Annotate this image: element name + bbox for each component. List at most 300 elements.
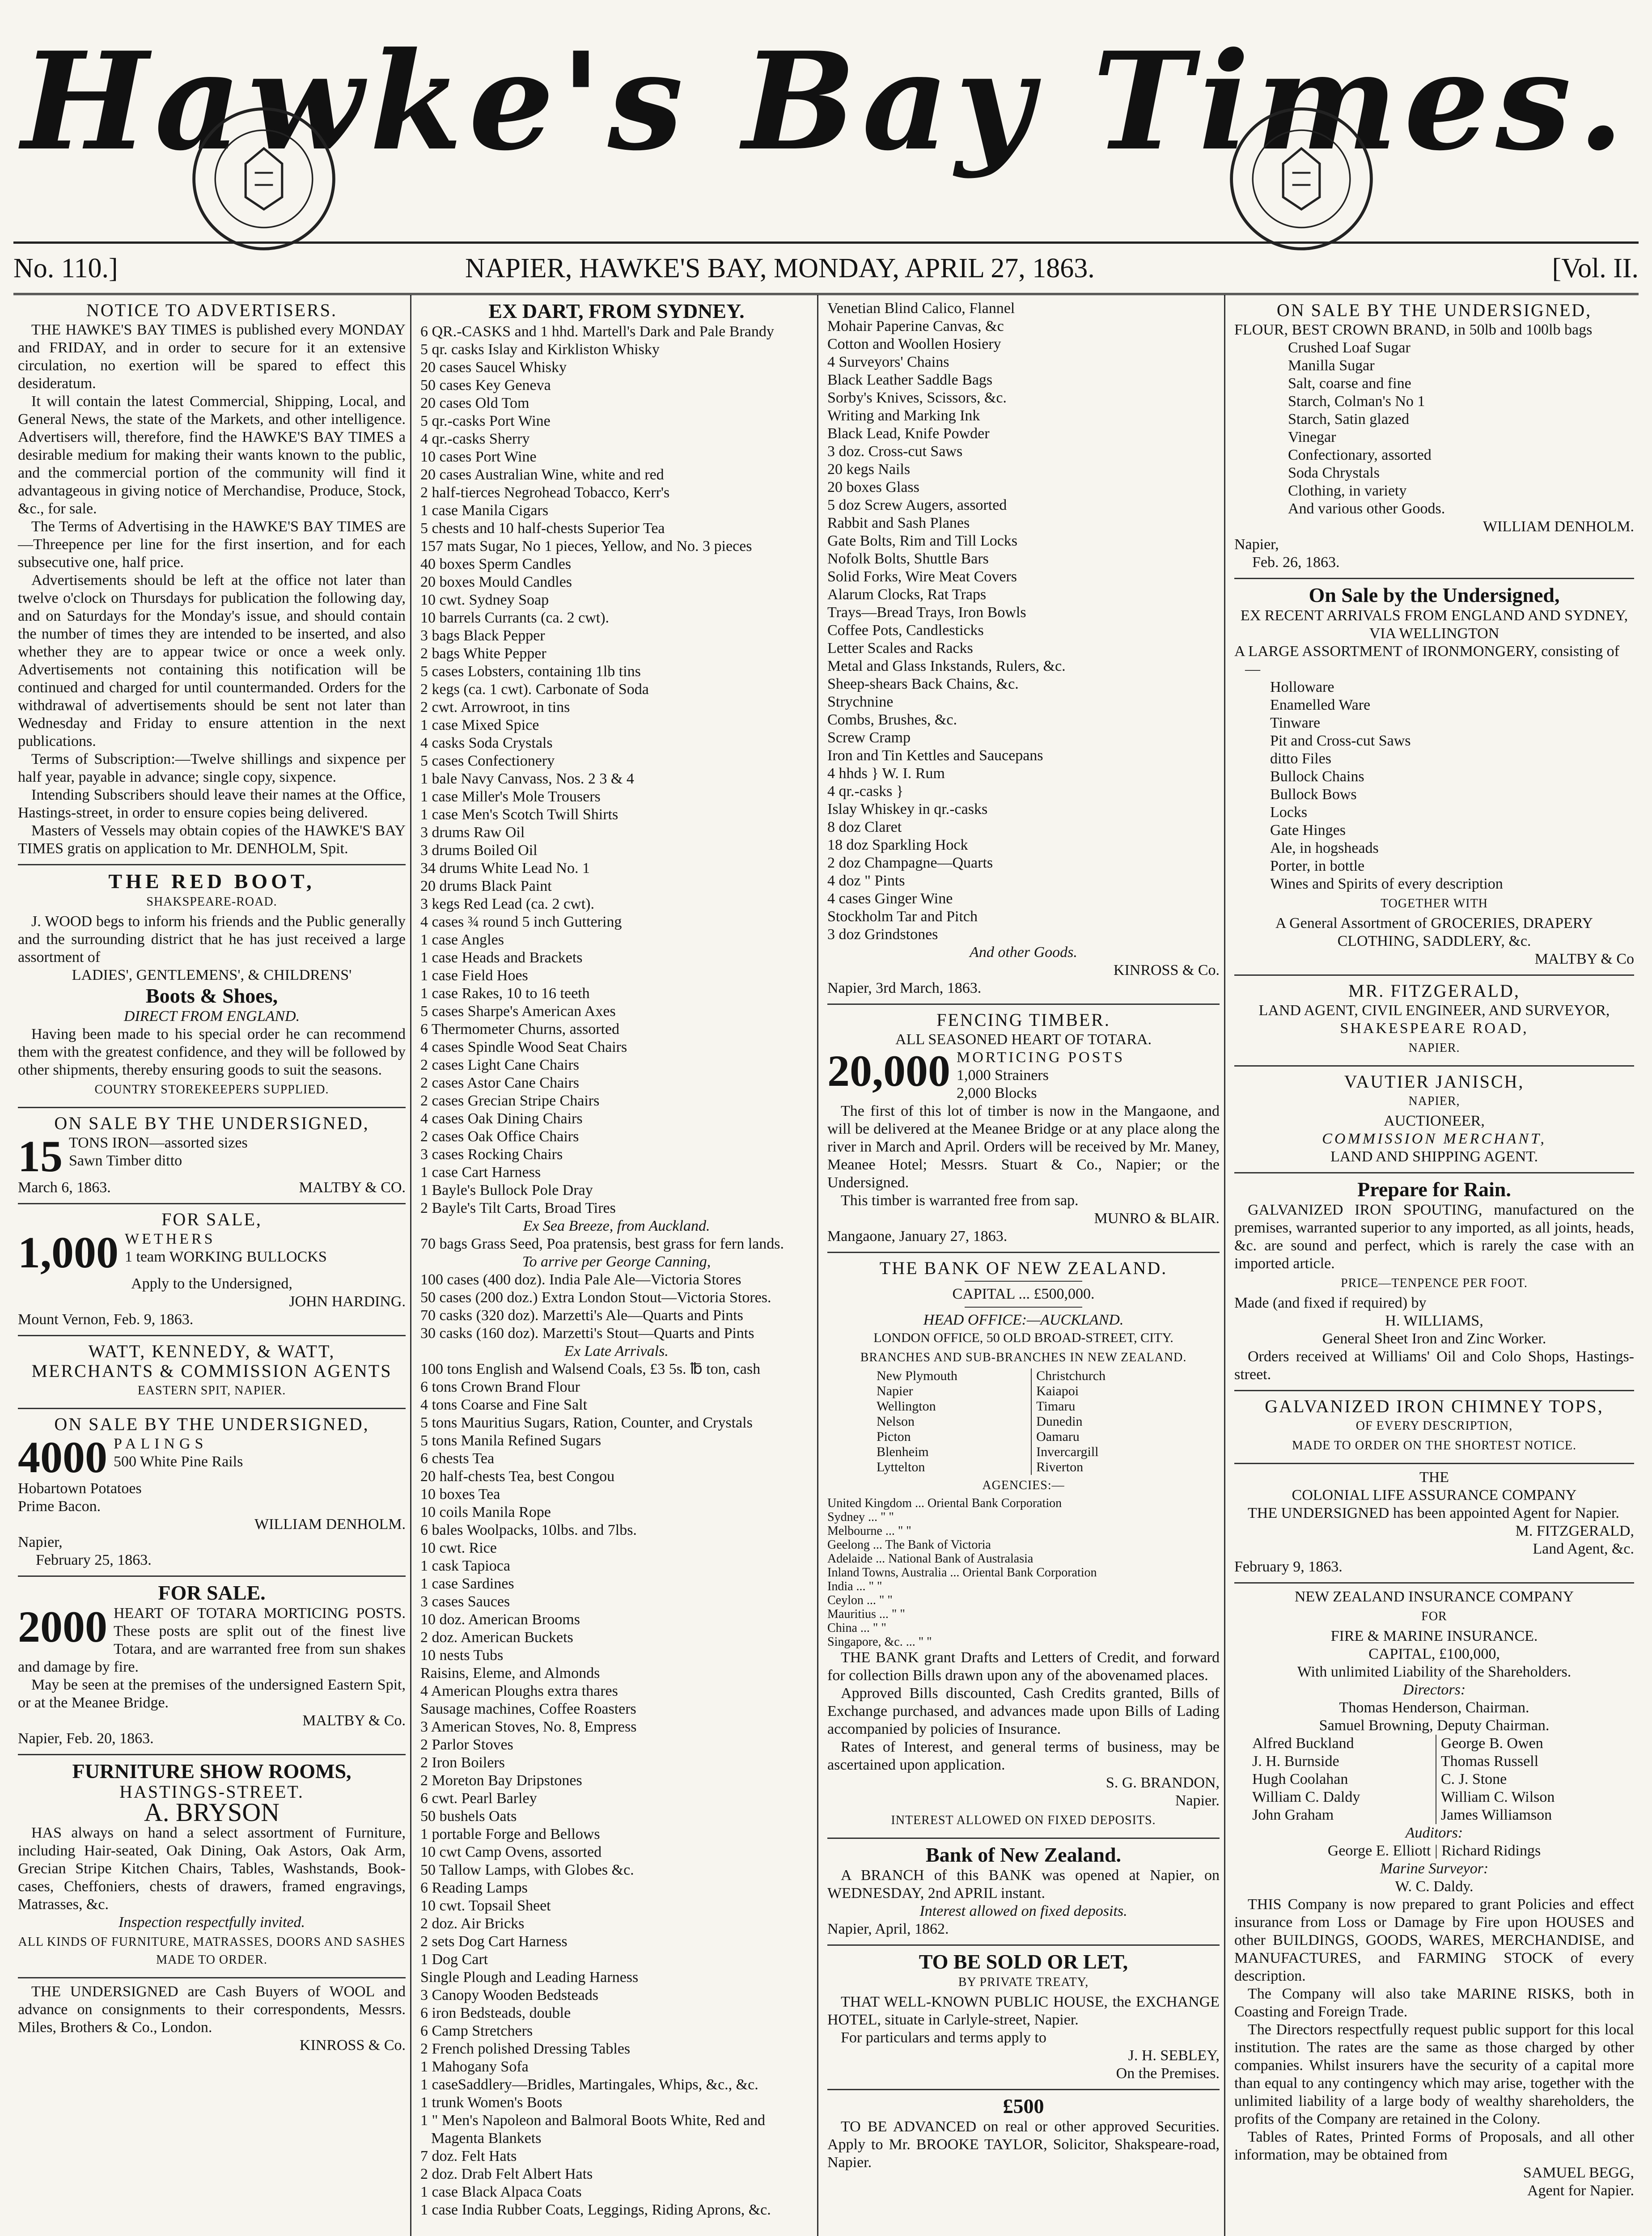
goods-item: Nofolk Bolts, Shuttle Bars: [827, 551, 989, 567]
goods-item: 20 cases Australian Wine, white and red: [420, 466, 664, 483]
ad-heading: TO BE SOLD OR LET,: [919, 1950, 1128, 1973]
goods-item: 2 cases Grecian Stripe Chairs: [420, 1093, 600, 1109]
goods-item: 20 kegs Nails: [827, 461, 911, 478]
ad-note: PRICE—TENPENCE PER FOOT.: [1341, 1276, 1528, 1290]
agency-item: Adelaide ... National Bank of Australasia: [827, 1552, 1034, 1566]
goods-item: 34 drums White Lead No. 1: [420, 860, 590, 877]
agency-item: India ... " ": [827, 1580, 882, 1593]
agency-item: Inland Towns, Australia ... Oriental Bank Corporation: [827, 1566, 1097, 1580]
bank-of-new-zealand-ad: [827, 1253, 1220, 1839]
goods-item: 4 qr.-casks }: [827, 783, 904, 800]
column-4: [1230, 295, 1639, 2236]
ad-heading: THE RED BOOT,: [108, 870, 315, 893]
goods-item: Screw Cramp: [827, 729, 911, 746]
goods-item: 10 cwt. Sydney Soap: [420, 592, 549, 608]
goods-item: 157 mats Sugar, No 1 pieces, Yellow, and No. 3 pieces: [420, 538, 752, 555]
goods-item: Single Plough and Leading Harness: [420, 1969, 639, 1986]
spouting-ad: [1234, 1173, 1634, 1391]
branch-list: [1031, 1368, 1190, 1475]
ad-date: February 9, 1863.: [1234, 1558, 1343, 1575]
goods-item: 1 case Cart Harness: [420, 1164, 541, 1181]
ad-text: Made (and fixed if required) by: [1234, 1295, 1427, 1311]
branch-item: Kaiapoi: [1036, 1384, 1079, 1398]
ad-item: Hobartown Potatoes: [18, 1480, 142, 1497]
notice-to-advertisers: [18, 295, 406, 865]
goods-item: 2 Iron Boilers: [420, 1754, 505, 1771]
ad-text: The Directors respectfully request public support for this local institution. The rates are the same as those charged by other companies. Whilst insurers have the security of a capital more than equal to any contingency which may arise, together with the unlimited liability of a large body of wealthy shareholders, the profits of the Company are retained in the Colony.: [1234, 2021, 1634, 2127]
goods-item: 20 drums Black Paint: [420, 878, 552, 894]
goods-item: 1 case Miller's Mole Trousers: [420, 788, 601, 805]
goods-item: 2 doz. Drab Felt Albert Hats: [420, 2166, 593, 2182]
goods-item: 1 case Black Alpaca Coats: [420, 2184, 582, 2200]
ad-subheading: ALL SEASONED HEART OF TOTARA.: [895, 1031, 1152, 1048]
goods-item: 18 doz Sparkling Hock: [827, 837, 968, 853]
goods-item: 50 cases (200 doz.) Extra London Stout—Victoria Stores.: [420, 1289, 771, 1306]
ad-heading: ON SALE BY THE UNDERSIGNED,: [54, 1113, 369, 1133]
goods-item: 1 case Heads and Brackets: [420, 949, 583, 966]
ad-item: FLOUR, BEST CROWN BRAND, in 50lb and 100lb bags: [1234, 322, 1593, 338]
ad-text: George E. Elliott | Richard Ridings: [1327, 1842, 1541, 1859]
goods-item: 4 cases Spindle Wood Seat Chairs: [420, 1039, 627, 1055]
goods-item: Raisins, Eleme, and Almonds: [420, 1665, 600, 1681]
goods-item: 5 tons Mauritius Sugars, Ration, Counter, and Crystals: [420, 1414, 753, 1431]
director-name: Alfred Buckland: [1252, 1735, 1354, 1752]
goods-item: 2 cwt. Arrowroot, in tins: [420, 699, 570, 716]
ad-date: February 25, 1863.: [36, 1552, 152, 1568]
goods-item: 100 cases (400 doz). India Pale Ale—Victoria Stores: [420, 1271, 741, 1288]
ad-subheading: Ex Sea Breeze, from Auckland.: [523, 1218, 710, 1234]
goods-item: 2 cases Light Cane Chairs: [420, 1057, 580, 1073]
goods-item: Porter, in bottle: [1270, 858, 1365, 874]
branch-item: Blenheim: [877, 1444, 929, 1459]
goods-item: Gate Hinges: [1270, 822, 1346, 838]
goods-item: Confectionary, assorted: [1288, 447, 1432, 463]
red-boot-ad: [18, 865, 406, 1108]
branch-item: Riverton: [1036, 1460, 1084, 1474]
ad-text: Tables of Rates, Printed Forms of Proposals, and all other information, may be obtained from: [1234, 2129, 1634, 2163]
goods-item: 1 case Angles: [420, 932, 504, 948]
goods-item: Crushed Loaf Sugar: [1288, 339, 1411, 356]
ad-text: AUCTIONEER,: [1384, 1113, 1485, 1129]
vautier-janisch-ad: [1234, 1067, 1634, 1173]
palings-ad: [18, 1409, 406, 1577]
goods-item: Sheep-shears Back Chains, &c.: [827, 676, 1019, 692]
ad-heading: FOR SALE,: [161, 1209, 262, 1229]
goods-item: Combs, Brushes, &c.: [827, 711, 957, 728]
ad-text: HEAD OFFICE:—AUCKLAND.: [923, 1312, 1124, 1328]
ad-place: NAPIER,: [1408, 1094, 1460, 1108]
goods-item: Writing and Marking Ink: [827, 407, 980, 424]
ad-text: THE BANK grant Drafts and Letters of Credit, and forward for collection Bills drawn upon any of the abovenamed places.: [827, 1649, 1220, 1684]
branch-item: Lyttelton: [877, 1460, 925, 1474]
goods-item: Sausage machines, Coffee Roasters: [420, 1701, 636, 1717]
life-assurance-ad: [1234, 1464, 1634, 1584]
goods-item: 1 case Sardines: [420, 1575, 514, 1592]
goods-item: Islay Whiskey in qr.-casks: [827, 801, 988, 817]
goods-item: Vinegar: [1288, 429, 1336, 445]
ad-signature: WILLIAM DENHOLM.: [1483, 518, 1634, 535]
ad-text: TOGETHER WITH: [1381, 897, 1488, 910]
ad-text: THIS Company is now prepared to grant Policies and effect insurance from Loss or Damage by Fire upon HOUSES and other BUILDINGS, GOODS, WARES, MERCHANDISE, and MANUFACTURES, and FARMING STOCK of every description.: [1234, 1896, 1634, 1984]
goods-list: [827, 300, 1220, 944]
ad-text: This timber is warranted free from sap.: [841, 1192, 1079, 1209]
goods-item: Sorby's Knives, Scissors, &c.: [827, 390, 1007, 406]
goods-item: Wines and Spirits of every description: [1270, 876, 1503, 892]
ad-date: Napier, Feb. 20, 1863.: [18, 1730, 154, 1747]
goods-item: 2 Bayle's Tilt Carts, Broad Tires: [420, 1200, 616, 1216]
ad-text: Orders received at Williams' Oil and Colo Shops, Hastings-street.: [1234, 1348, 1634, 1383]
ad-heading: MR. FITZGERALD,: [1348, 981, 1520, 1001]
goods-list: [1234, 678, 1634, 893]
ad-heading: THE BANK OF NEW ZEALAND.: [879, 1258, 1168, 1278]
ad-signature: MUNRO & BLAIR.: [1094, 1210, 1220, 1227]
goods-item: Rabbit and Sash Planes: [827, 515, 970, 531]
ad-text: Agent for Napier.: [1527, 2182, 1634, 2199]
notice-heading: NOTICE TO ADVERTISERS.: [86, 300, 338, 320]
director-name: C. J. Stone: [1440, 1771, 1507, 1787]
goods-item: Black Leather Saddle Bags: [827, 372, 993, 388]
goods-item: 2 French polished Dressing Tables: [420, 2041, 631, 2057]
goods-item: 1 portable Forge and Bellows: [420, 1826, 600, 1842]
goods-list: [420, 1360, 813, 2219]
ad-item: Prime Bacon.: [18, 1498, 101, 1515]
ad-text: THE: [1419, 1469, 1449, 1486]
ad-place: Napier,: [18, 1534, 63, 1550]
goods-item: 6 iron Bedsteads, double: [420, 2005, 571, 2021]
goods-item: Salt, coarse and fine: [1288, 375, 1411, 392]
dateline: [13, 241, 1639, 295]
watt-kennedy-ad: [18, 1336, 406, 1409]
goods-item: 3 cases Rocking Chairs: [420, 1146, 563, 1163]
ad-item: 500 White Pine Rails: [114, 1453, 243, 1470]
ad-heading: COLONIAL LIFE ASSURANCE COMPANY: [1292, 1487, 1577, 1503]
ad-signature: KINROSS & Co.: [299, 2037, 406, 2054]
goods-list: [420, 1271, 813, 1342]
ad-text: For particulars and terms apply to: [841, 2029, 1046, 2046]
column-1: [13, 295, 411, 2236]
notice-paragraph: Terms of Subscription:—Twelve shillings and sixpence per half year, payable in advance; single copy, sixpence.: [18, 751, 406, 785]
ad-date: Feb. 26, 1863.: [1252, 554, 1340, 571]
goods-item: 3 drums Raw Oil: [420, 824, 525, 841]
goods-item: 1 Dog Cart: [420, 1951, 488, 1968]
goods-item: 1 case Rakes, 10 to 16 teeth: [420, 985, 590, 1002]
ad-text: Thomas Henderson, Chairman.: [1339, 1699, 1529, 1716]
ad-place: On the Premises.: [1116, 2065, 1220, 2082]
ad-text: THE UNDERSIGNED has been appointed Agent for Napier.: [1248, 1505, 1619, 1521]
goods-item: Black Lead, Knife Powder: [827, 425, 990, 442]
goods-item: Enamelled Ware: [1270, 697, 1371, 713]
ad-heading: NEW ZEALAND INSURANCE COMPANY: [1294, 1588, 1574, 1605]
goods-item: 3 American Stoves, No. 8, Empress: [420, 1719, 637, 1735]
ad-text: J. WOOD begs to inform his friends and the Public generally and the surrounding district that he has just received a large assortment of: [18, 913, 406, 966]
ad-signature: S. G. BRANDON,: [1106, 1774, 1220, 1791]
director-list: [1252, 1735, 1436, 1824]
goods-item: 3 Canopy Wooden Bedsteads: [420, 1987, 598, 2003]
director-list: [1436, 1735, 1624, 1824]
column-3: [823, 295, 1225, 2236]
ad-heading: Bank of New Zealand.: [925, 1843, 1122, 1866]
goods-item: Bullock Bows: [1270, 786, 1357, 803]
ad-heading: VAUTIER JANISCH,: [1344, 1071, 1525, 1092]
goods-item: 1 case Manila Cigars: [420, 502, 549, 519]
ad-text: W. C. Daldy.: [1395, 1878, 1474, 1895]
goods-item: 2 Parlor Stoves: [420, 1736, 513, 1753]
colonial-seal-left: [188, 103, 340, 255]
ad-text: CAPITAL ... £500,000.: [952, 1286, 1095, 1302]
ad-text: Apply to the Undersigned,: [131, 1275, 292, 1292]
ad-item: MORTICING POSTS: [957, 1049, 1125, 1066]
director-name: William C. Wilson: [1440, 1789, 1555, 1805]
ad-text: Inspection respectfully invited.: [119, 1914, 305, 1931]
goods-item: Alarum Clocks, Rat Traps: [827, 586, 987, 603]
branch-item: New Plymouth: [877, 1368, 957, 1383]
ad-item: A LARGE ASSORTMENT of IRONMONGERY, consisting of—: [1234, 643, 1619, 678]
goods-item: 2 cases Oak Office Chairs: [420, 1128, 579, 1145]
goods-item: Soda Chrystals: [1288, 465, 1380, 481]
ad-signature: SAMUEL BEGG,: [1523, 2164, 1634, 2181]
goods-item: 4 cases ¾ round 5 inch Guttering: [420, 914, 622, 930]
ad-text: LADIES', GENTLEMENS', & CHILDRENS': [72, 967, 352, 983]
ad-item: 2,000 Blocks: [957, 1085, 1037, 1101]
agency-item: Sydney ... " ": [827, 1510, 894, 1524]
agency-item: Ceylon ... " ": [827, 1593, 893, 1607]
goods-item: Strychnine: [827, 694, 894, 710]
ad-heading: ON SALE BY THE UNDERSIGNED,: [54, 1414, 369, 1434]
ad-big-number: 15: [18, 1131, 63, 1181]
ad-item: 70 bags Grass Seed, Poa pratensis, best grass for fern lands.: [420, 1236, 784, 1252]
goods-item: Starch, Satin glazed: [1288, 411, 1409, 428]
goods-item: 10 barrels Currants (ca. 2 cwt).: [420, 610, 610, 626]
ad-date: Mangaone, January 27, 1863.: [827, 1228, 1008, 1245]
goods-item: 20 boxes Glass: [827, 479, 919, 495]
goods-item: 2 doz. American Buckets: [420, 1629, 573, 1646]
ad-heading: FENCING TIMBER.: [936, 1010, 1110, 1030]
ad-text: Samuel Browning, Deputy Chairman.: [1319, 1717, 1550, 1734]
chimney-tops-ad: [1234, 1391, 1634, 1464]
goods-item: Trays—Bread Trays, Iron Bowls: [827, 604, 1026, 621]
ad-text: General Sheet Iron and Zinc Worker.: [1322, 1330, 1546, 1347]
goods-item: 4 casks Soda Crystals: [420, 735, 553, 751]
ad-subheading: BY PRIVATE TREATY,: [958, 1975, 1089, 1989]
goods-item: 10 cwt Camp Ovens, assorted: [420, 1844, 602, 1860]
kinross-goods-ad: [827, 295, 1220, 1005]
ad-heading: Prepare for Rain.: [1357, 1178, 1511, 1201]
ad-text: COMMISSION MERCHANT,: [1322, 1131, 1546, 1147]
ad-text: Sawn Timber ditto: [69, 1152, 182, 1169]
ad-signature: MALTBY & Co.: [302, 1712, 406, 1729]
goods-item: Holloware: [1270, 679, 1334, 695]
loan-ad: [827, 2090, 1220, 2178]
ad-text: Rates of Interest, and general terms of business, may be ascertained upon application.: [827, 1739, 1220, 1773]
director-name: Hugh Coolahan: [1252, 1771, 1348, 1787]
goods-item: Iron and Tin Kettles and Saucepans: [827, 747, 1043, 764]
ad-big-number: 2000: [18, 1602, 107, 1652]
goods-item: Letter Scales and Racks: [827, 640, 973, 656]
notice-paragraph: It will contain the latest Commercial, Shipping, Local, and General News, the state of the Markets, and other intelligence. Advertisers will, therefore, find the HAWKE'S BAY TIMES a desirable medium for making their wants known to the public, and the commercial portion of the community will find it advantageous in giving notice of Merchandise, Produce, Stock, &c., for sale.: [18, 393, 406, 517]
ad-signature: M. FITZGERALD,: [1515, 1523, 1634, 1539]
branch-item: Picton: [877, 1429, 911, 1444]
goods-item: 10 cwt. Rice: [420, 1540, 497, 1556]
goods-item: 10 coils Manila Rope: [420, 1504, 551, 1520]
ad-heading: ON SALE BY THE UNDERSIGNED,: [1276, 300, 1592, 320]
bnz-branch-ad: [827, 1839, 1220, 1946]
ad-big-number: 1,000: [18, 1228, 119, 1277]
goods-item: 10 cases Port Wine: [420, 449, 537, 465]
goods-item: 5 chests and 10 half-chests Superior Tea: [420, 520, 665, 537]
ad-text: THE UNDERSIGNED are Cash Buyers of WOOL and advance on consignments to their correspondents, Messrs. Miles, Brothers & Co., London.: [18, 1983, 406, 2036]
goods-item: 1 case Field Hoes: [420, 967, 528, 984]
ad-text: With unlimited Liability of the Shareholders.: [1297, 1664, 1572, 1680]
ad-name: A. BRYSON: [144, 1798, 280, 1827]
ad-text: LAND AGENT, CIVIL ENGINEER, AND SURVEYOR,: [1258, 1002, 1610, 1019]
ad-subheading: FIRE & MARINE INSURANCE.: [1330, 1628, 1538, 1644]
ad-subheading: Marine Surveyor:: [1380, 1860, 1489, 1877]
ad-place: NAPIER.: [1408, 1041, 1460, 1055]
totara-posts-ad: [18, 1577, 406, 1755]
wool-buyers-ad: [18, 1978, 406, 2061]
goods-item: 4 Surveyors' Chains: [827, 354, 949, 370]
wethers-ad: [18, 1204, 406, 1336]
sold-or-let-ad: [827, 1946, 1220, 2090]
ad-subheading: BRANCHES AND SUB-BRANCHES IN NEW ZEALAND.: [860, 1351, 1187, 1364]
ad-heading: On Sale by the Undersigned,: [1309, 584, 1560, 606]
goods-item: 3 doz. Cross-cut Saws: [827, 443, 963, 460]
ad-date: Mount Vernon, Feb. 9, 1863.: [18, 1311, 194, 1328]
goods-item: 2 kegs (ca. 1 cwt). Carbonate of Soda: [420, 681, 649, 698]
agency-item: Singapore, &c. ... " ": [827, 1635, 932, 1649]
goods-item: 50 Tallow Lamps, with Globes &c.: [420, 1862, 634, 1878]
ad-text: 1 team WORKING BULLOCKS: [125, 1249, 327, 1265]
ad-big-number: 20,000: [827, 1046, 950, 1096]
ad-text: The first of this lot of timber is now in the Mangaone, and will be delivered at the Meanee Bridge or at any place along the river in March and April. Orders will be received by Mr. Maney, Meanee Hotel; Messrs. Stuart & Co., Napier; or the Undersigned.: [827, 1103, 1220, 1191]
director-name: William C. Daldy: [1252, 1789, 1360, 1805]
ad-subheading: Directors:: [1402, 1681, 1466, 1698]
goods-item: 7 doz. Felt Hats: [420, 2148, 517, 2164]
iron-sale-ad: [18, 1108, 406, 1204]
goods-item: Solid Forks, Wire Meat Covers: [827, 568, 1017, 585]
ad-text: PALINGS: [114, 1436, 208, 1452]
goods-item: 20 cases Old Tom: [420, 395, 529, 411]
goods-item: 70 casks (320 doz). Marzetti's Ale—Quarts and Pints: [420, 1307, 743, 1324]
goods-item: 2 half-tierces Negrohead Tobacco, Kerr's: [420, 484, 670, 501]
goods-item: 1 bale Navy Canvass, Nos. 2 3 & 4: [420, 771, 634, 787]
goods-item: 3 cases Sauces: [420, 1593, 510, 1610]
goods-item: 6 cwt. Pearl Barley: [420, 1790, 537, 1807]
ad-text: Interest allowed on fixed deposits.: [919, 1903, 1127, 1919]
goods-item: Manilla Sugar: [1288, 357, 1375, 374]
ad-date: Napier, April, 1862.: [827, 1921, 949, 1937]
goods-item: 20 half-chests Tea, best Congou: [420, 1468, 615, 1485]
goods-item: Metal and Glass Inkstands, Rulers, &c.: [827, 658, 1066, 674]
ad-heading: FURNITURE SHOW ROOMS,: [72, 1760, 352, 1783]
goods-item: 2 sets Dog Cart Harness: [420, 1933, 568, 1950]
ad-place: Napier,: [1234, 536, 1279, 553]
director-name: John Graham: [1252, 1807, 1334, 1823]
ad-text: HEART OF TOTARA MORTICING POSTS. These posts are split out of the finest live Totara, and are warranted free from sun shakes and damage by fire.: [18, 1605, 406, 1675]
goods-item: 100 tons English and Walsend Coals, £3 5s. ℔ ton, cash: [420, 1361, 761, 1377]
furniture-ad: [18, 1755, 406, 1978]
goods-item: 10 cwt. Topsail Sheet: [420, 1897, 551, 1914]
column-2: [416, 295, 818, 2236]
ad-text: HAS always on hand a select assortment of Furniture, including Hair-seated, Oak Dining, Oak Astors, Oak Arm, Grecian Stripe Kitchen Chairs, Tables, Washstands, Book-cases, Cheffoniers, chests of drawers, framed engravings, Matrasses, &c.: [18, 1825, 406, 1913]
ad-signature: MALTBY & CO.: [299, 1179, 406, 1196]
goods-item: 1 case India Rubber Coats, Leggings, Riding Aprons, &c.: [420, 2202, 771, 2218]
agency-item: Mauritius ... " ": [827, 1607, 905, 1621]
branch-item: Christchurch: [1036, 1368, 1106, 1383]
goods-item: 1 " Men's Napoleon and Balmoral Boots White, Red and Magenta Blankets: [420, 2112, 766, 2147]
fencing-timber-ad: [827, 1005, 1220, 1253]
goods-item: 2 bags White Pepper: [420, 645, 546, 662]
goods-item: 4 hhds } W. I. Rum: [827, 765, 945, 782]
goods-item: 2 doz Champagne—Quarts: [827, 855, 993, 871]
ad-heading: Boots & Shoes,: [145, 984, 278, 1007]
ad-subheading: SHAKSPEARE-ROAD.: [146, 895, 277, 909]
goods-item: 2 Moreton Bay Dripstones: [420, 1772, 582, 1789]
director-name: J. H. Burnside: [1252, 1753, 1339, 1770]
goods-item: Coffee Pots, Candlesticks: [827, 622, 984, 639]
goods-list: [1234, 339, 1634, 518]
branch-item: Nelson: [877, 1414, 915, 1429]
director-name: Thomas Russell: [1440, 1753, 1539, 1770]
ad-heading: FOR SALE.: [158, 1581, 266, 1604]
volume-number: [Vol. II.: [1552, 253, 1639, 284]
goods-item: 6 Camp Stretchers: [420, 2023, 533, 2039]
goods-item: Locks: [1270, 804, 1308, 821]
goods-item: 1 Bayle's Bullock Pole Dray: [420, 1182, 593, 1198]
goods-item: 5 qr.-casks Port Wine: [420, 413, 551, 429]
ad-subheading: OF EVERY DESCRIPTION,: [1355, 1419, 1513, 1433]
goods-item: Ale, in hogsheads: [1270, 840, 1379, 856]
ad-text: A BRANCH of this BANK was opened at Napier, on WEDNESDAY, 2nd APRIL instant.: [827, 1867, 1220, 1901]
ad-note: INTEREST ALLOWED ON FIXED DEPOSITS.: [891, 1813, 1156, 1827]
goods-item: 10 doz. American Brooms: [420, 1611, 580, 1628]
goods-item: 3 doz Grindstones: [827, 926, 938, 943]
branch-item: Napier: [877, 1384, 913, 1398]
ad-subheading: HASTINGS-STREET.: [119, 1782, 304, 1802]
goods-item: 1 trunk Women's Boots: [420, 2094, 563, 2111]
fitzgerald-ad: [1234, 976, 1634, 1067]
branch-item: Oamaru: [1036, 1429, 1080, 1444]
ad-address: EASTERN SPIT, NAPIER.: [137, 1384, 286, 1398]
notice-paragraph: Masters of Vessels may obtain copies of the HAWKE'S BAY TIMES gratis on application to Mr. DENHOLM, Spit.: [18, 822, 406, 857]
goods-item: 50 cases Key Geneva: [420, 377, 551, 394]
ad-heading: EX DART, FROM SYDNEY.: [488, 300, 745, 322]
ad-heading: WATT, KENNEDY, & WATT,: [88, 1341, 335, 1361]
ad-place: Napier.: [1175, 1792, 1220, 1809]
ad-signature: KINROSS & Co.: [1113, 962, 1220, 978]
ad-signature: J. H. SEBLEY,: [1128, 2047, 1220, 2064]
ad-note: COUNTRY STOREKEEPERS SUPPLIED.: [94, 1083, 329, 1097]
place-date: NAPIER, HAWKE'S BAY, MONDAY, APRIL 27, 1863.: [465, 253, 1095, 284]
ad-subheading: MADE TO ORDER ON THE SHORTEST NOTICE.: [1292, 1439, 1577, 1453]
ad-text: WETHERS: [125, 1231, 216, 1247]
goods-item: 3 bags Black Pepper: [420, 627, 545, 644]
goods-item: 40 boxes Sperm Candles: [420, 556, 572, 572]
goods-item: 1 case Men's Scotch Twill Shirts: [420, 806, 618, 823]
goods-list: [420, 341, 813, 1217]
goods-item: 6 bales Woolpacks, 10lbs. and 7lbs.: [420, 1522, 637, 1538]
goods-item: 4 American Ploughs extra thares: [420, 1683, 618, 1699]
goods-item: 2 cases Astor Cane Chairs: [420, 1075, 580, 1091]
ad-address: SHAKESPEARE ROAD,: [1340, 1020, 1529, 1037]
ad-text: FOR: [1421, 1609, 1447, 1623]
goods-item: 4 tons Coarse and Fine Salt: [420, 1397, 588, 1413]
ad-signature: H. WILLIAMS,: [1385, 1313, 1483, 1329]
goods-item: 5 doz Screw Augers, assorted: [827, 497, 1007, 513]
goods-item: 6 chests Tea: [420, 1450, 495, 1467]
insurance-company-ad: [1234, 1584, 1634, 2206]
goods-item: 6 tons Crown Brand Flour: [420, 1379, 580, 1395]
